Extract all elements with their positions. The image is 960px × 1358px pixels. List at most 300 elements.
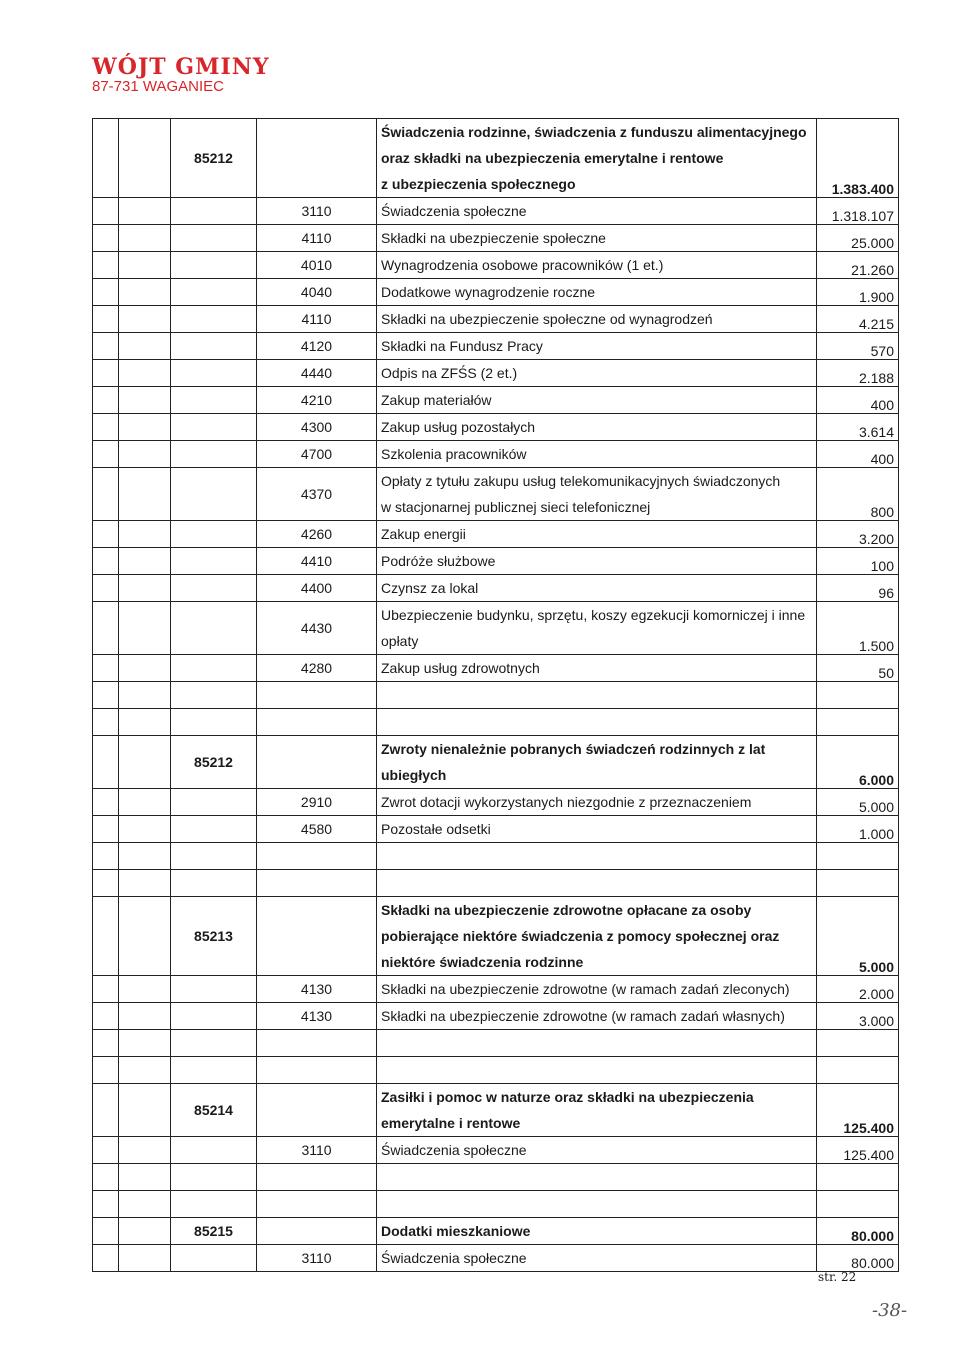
description-cell bbox=[377, 575, 817, 602]
chapter-cell bbox=[171, 252, 257, 279]
division-cell bbox=[93, 1245, 119, 1272]
section-cell bbox=[119, 1245, 171, 1272]
amount-cell bbox=[817, 736, 899, 789]
section-cell bbox=[119, 897, 171, 976]
section-cell bbox=[119, 360, 171, 387]
division-cell bbox=[93, 789, 119, 816]
description-cell bbox=[377, 306, 817, 333]
description-line: Składki na ubezpieczenie społeczne bbox=[381, 230, 606, 246]
description-line bbox=[381, 1057, 812, 1083]
amount-value: 2.000 bbox=[858, 986, 894, 1002]
section-cell bbox=[119, 655, 171, 682]
paragraph-cell: 2910 bbox=[257, 789, 377, 816]
section-cell bbox=[119, 1137, 171, 1164]
description-line: Świadczenia rodzinne, świadczenia z funduszu alimentacyjnego bbox=[381, 124, 807, 140]
paragraph-cell: 4260 bbox=[257, 521, 377, 548]
section-cell bbox=[119, 1191, 171, 1218]
chapter-cell bbox=[171, 414, 257, 441]
description-line bbox=[381, 870, 812, 896]
amount-cell bbox=[817, 521, 899, 548]
chapter-cell bbox=[171, 225, 257, 252]
description-cell bbox=[377, 198, 817, 225]
description-line bbox=[381, 709, 812, 735]
description-line: Świadczenia społeczne bbox=[381, 1142, 527, 1158]
table-row bbox=[93, 602, 899, 655]
amount-value: 25.000 bbox=[851, 235, 894, 251]
division-cell bbox=[93, 736, 119, 789]
description-line: Składki na ubezpieczenie zdrowotne (w ramach zadań zleconych) bbox=[381, 981, 790, 997]
description-cell bbox=[377, 119, 817, 198]
paragraph-cell bbox=[257, 843, 377, 870]
amount-value: 3.000 bbox=[858, 1013, 894, 1029]
division-cell bbox=[93, 1191, 119, 1218]
amount-value: 100 bbox=[870, 558, 894, 574]
division-cell bbox=[93, 1030, 119, 1057]
description-line bbox=[381, 1164, 812, 1190]
section-cell bbox=[119, 870, 171, 897]
paragraph-cell bbox=[257, 1084, 377, 1137]
section-cell bbox=[119, 709, 171, 736]
description-line: Podróże służbowe bbox=[381, 553, 496, 569]
amount-cell bbox=[817, 279, 899, 306]
amount-value: 3.200 bbox=[858, 531, 894, 547]
amount-cell bbox=[817, 1084, 899, 1137]
chapter-cell bbox=[171, 655, 257, 682]
description-line bbox=[381, 1030, 812, 1056]
description-line: Świadczenia społeczne bbox=[381, 1250, 527, 1266]
division-cell bbox=[93, 843, 119, 870]
section-cell bbox=[119, 1003, 171, 1030]
office-stamp bbox=[92, 56, 270, 96]
division-cell bbox=[93, 1218, 119, 1245]
description-cell bbox=[377, 333, 817, 360]
table-row bbox=[93, 414, 899, 441]
description-line: Odpis na ZFŚS (2 et.) bbox=[381, 365, 518, 381]
section-cell bbox=[119, 1057, 171, 1084]
division-cell bbox=[93, 1003, 119, 1030]
amount-value: 6.000 bbox=[858, 772, 894, 788]
amount-cell bbox=[817, 1030, 899, 1057]
amount-cell bbox=[817, 602, 899, 655]
table-row bbox=[93, 548, 899, 575]
division-cell bbox=[93, 333, 119, 360]
chapter-cell bbox=[171, 306, 257, 333]
table-row bbox=[93, 252, 899, 279]
description-cell bbox=[377, 655, 817, 682]
description-line: Składki na Fundusz Pracy bbox=[381, 338, 543, 354]
division-cell bbox=[93, 252, 119, 279]
description-line: Zwroty nienależnie pobranych świadczeń rodzinnych z lat bbox=[381, 741, 766, 757]
amount-cell bbox=[817, 414, 899, 441]
section-header-row bbox=[93, 1218, 899, 1245]
amount-value: 1.383.400 bbox=[831, 181, 894, 197]
amount-cell bbox=[817, 441, 899, 468]
division-cell bbox=[93, 548, 119, 575]
section-cell bbox=[119, 333, 171, 360]
blank-row bbox=[93, 1057, 899, 1084]
division-cell bbox=[93, 870, 119, 897]
table-row bbox=[93, 575, 899, 602]
paragraph-cell: 3110 bbox=[257, 1245, 377, 1272]
amount-cell bbox=[817, 387, 899, 414]
table-row bbox=[93, 387, 899, 414]
amount-cell bbox=[817, 468, 899, 521]
chapter-cell bbox=[171, 1030, 257, 1057]
division-cell bbox=[93, 575, 119, 602]
description-cell bbox=[377, 789, 817, 816]
division-cell bbox=[93, 387, 119, 414]
chapter-cell bbox=[171, 387, 257, 414]
table-row bbox=[93, 976, 899, 1003]
section-header-row bbox=[93, 897, 899, 976]
division-cell bbox=[93, 1164, 119, 1191]
chapter-cell bbox=[171, 1245, 257, 1272]
description-cell bbox=[377, 441, 817, 468]
page-number: str. 22 bbox=[818, 1270, 857, 1284]
division-cell bbox=[93, 441, 119, 468]
chapter-cell bbox=[171, 468, 257, 521]
paragraph-cell: 4700 bbox=[257, 441, 377, 468]
amount-value: 3.614 bbox=[858, 424, 894, 440]
division-cell bbox=[93, 682, 119, 709]
amount-value: 570 bbox=[870, 343, 894, 359]
division-cell bbox=[93, 602, 119, 655]
paragraph-cell: 4110 bbox=[257, 225, 377, 252]
paragraph-cell: 4120 bbox=[257, 333, 377, 360]
description-line: Zwrot dotacji wykorzystanych niezgodnie z przeznaczeniem bbox=[381, 794, 752, 810]
chapter-cell bbox=[171, 441, 257, 468]
blank-row bbox=[93, 1164, 899, 1191]
section-cell bbox=[119, 575, 171, 602]
description-cell bbox=[377, 387, 817, 414]
description-line: opłaty bbox=[381, 633, 419, 649]
description-line bbox=[381, 843, 812, 869]
chapter-cell bbox=[171, 1191, 257, 1218]
amount-cell bbox=[817, 575, 899, 602]
amount-cell bbox=[817, 333, 899, 360]
section-cell bbox=[119, 279, 171, 306]
description-cell bbox=[377, 521, 817, 548]
paragraph-cell: 4440 bbox=[257, 360, 377, 387]
paragraph-cell: 4040 bbox=[257, 279, 377, 306]
amount-value: 125.400 bbox=[843, 1120, 894, 1136]
division-cell bbox=[93, 521, 119, 548]
amount-value: 1.318.107 bbox=[831, 208, 894, 224]
amount-value: 400 bbox=[870, 451, 894, 467]
amount-cell bbox=[817, 1245, 899, 1272]
description-cell bbox=[377, 709, 817, 736]
description-line: Zasiłki i pomoc w naturze oraz składki na ubezpieczenia bbox=[381, 1089, 754, 1105]
table-row bbox=[93, 789, 899, 816]
description-cell bbox=[377, 1164, 817, 1191]
blank-row bbox=[93, 1030, 899, 1057]
description-cell bbox=[377, 1137, 817, 1164]
amount-cell bbox=[817, 1218, 899, 1245]
division-cell bbox=[93, 655, 119, 682]
section-cell bbox=[119, 252, 171, 279]
amount-cell bbox=[817, 897, 899, 976]
division-cell bbox=[93, 816, 119, 843]
blank-row bbox=[93, 843, 899, 870]
description-cell bbox=[377, 225, 817, 252]
section-cell bbox=[119, 521, 171, 548]
chapter-cell bbox=[171, 870, 257, 897]
amount-cell bbox=[817, 548, 899, 575]
chapter-cell bbox=[171, 816, 257, 843]
description-cell bbox=[377, 816, 817, 843]
amount-value: 2.188 bbox=[858, 370, 894, 386]
amount-cell bbox=[817, 1003, 899, 1030]
description-line: Zakup usług zdrowotnych bbox=[381, 660, 540, 676]
amount-value: 80.000 bbox=[851, 1255, 894, 1271]
amount-cell bbox=[817, 360, 899, 387]
amount-value: 800 bbox=[870, 504, 894, 520]
table-row bbox=[93, 198, 899, 225]
division-cell bbox=[93, 709, 119, 736]
section-cell bbox=[119, 468, 171, 521]
amount-value: 125.400 bbox=[843, 1147, 894, 1163]
paragraph-cell: 4130 bbox=[257, 976, 377, 1003]
amount-cell bbox=[817, 225, 899, 252]
chapter-cell bbox=[171, 789, 257, 816]
paragraph-cell: 4400 bbox=[257, 575, 377, 602]
paragraph-cell: 4410 bbox=[257, 548, 377, 575]
description-cell bbox=[377, 360, 817, 387]
amount-cell bbox=[817, 870, 899, 897]
paragraph-cell: 4010 bbox=[257, 252, 377, 279]
amount-cell bbox=[817, 843, 899, 870]
description-cell bbox=[377, 1057, 817, 1084]
division-cell bbox=[93, 468, 119, 521]
budget-table bbox=[92, 118, 899, 1272]
section-cell bbox=[119, 843, 171, 870]
paragraph-cell: 4370 bbox=[257, 468, 377, 521]
section-cell bbox=[119, 306, 171, 333]
description-line: Ubezpieczenie budynku, sprzętu, koszy egzekucji komorniczej i inne bbox=[381, 607, 806, 623]
amount-value: 5.000 bbox=[858, 799, 894, 815]
amount-value: 1.500 bbox=[858, 638, 894, 654]
amount-cell bbox=[817, 306, 899, 333]
chapter-cell: 85212 bbox=[171, 736, 257, 789]
description-line: Składki na ubezpieczenie społeczne od wynagrodzeń bbox=[381, 311, 713, 327]
amount-cell bbox=[817, 709, 899, 736]
paragraph-cell bbox=[257, 1218, 377, 1245]
paragraph-cell bbox=[257, 1164, 377, 1191]
chapter-cell bbox=[171, 976, 257, 1003]
paragraph-cell: 4300 bbox=[257, 414, 377, 441]
paragraph-cell: 3110 bbox=[257, 198, 377, 225]
paragraph-cell bbox=[257, 1030, 377, 1057]
description-cell bbox=[377, 1084, 817, 1137]
amount-value: 80.000 bbox=[851, 1228, 894, 1244]
section-cell bbox=[119, 441, 171, 468]
description-cell bbox=[377, 976, 817, 1003]
amount-value: 1.000 bbox=[858, 826, 894, 842]
description-line: Zakup materiałów bbox=[381, 392, 492, 408]
amount-cell bbox=[817, 816, 899, 843]
chapter-cell: 85212 bbox=[171, 119, 257, 198]
amount-cell bbox=[817, 976, 899, 1003]
handwritten-page-mark: -38- bbox=[872, 1300, 908, 1321]
division-cell bbox=[93, 279, 119, 306]
description-line bbox=[381, 1191, 812, 1217]
description-line: Szkolenia pracowników bbox=[381, 446, 527, 462]
section-cell bbox=[119, 789, 171, 816]
division-cell bbox=[93, 1084, 119, 1137]
description-cell bbox=[377, 468, 817, 521]
paragraph-cell bbox=[257, 1057, 377, 1084]
description-cell bbox=[377, 548, 817, 575]
description-cell bbox=[377, 1003, 817, 1030]
paragraph-cell: 4430 bbox=[257, 602, 377, 655]
paragraph-cell: 4130 bbox=[257, 1003, 377, 1030]
description-cell bbox=[377, 736, 817, 789]
table-row bbox=[93, 306, 899, 333]
description-cell bbox=[377, 414, 817, 441]
section-cell bbox=[119, 119, 171, 198]
amount-cell bbox=[817, 1137, 899, 1164]
description-cell bbox=[377, 843, 817, 870]
table-row bbox=[93, 441, 899, 468]
paragraph-cell bbox=[257, 1191, 377, 1218]
section-header-row bbox=[93, 1084, 899, 1137]
description-line: ubiegłych bbox=[381, 767, 447, 783]
amount-value: 5.000 bbox=[858, 959, 894, 975]
section-cell bbox=[119, 225, 171, 252]
table-row bbox=[93, 1245, 899, 1272]
description-line: emerytalne i rentowe bbox=[381, 1115, 521, 1131]
description-line: Świadczenia społeczne bbox=[381, 203, 527, 219]
paragraph-cell: 3110 bbox=[257, 1137, 377, 1164]
chapter-cell bbox=[171, 548, 257, 575]
description-line: Wynagrodzenia osobowe pracowników (1 et.) bbox=[381, 257, 664, 273]
description-line: Pozostałe odsetki bbox=[381, 821, 491, 837]
section-cell bbox=[119, 736, 171, 789]
chapter-cell bbox=[171, 1057, 257, 1084]
table-row bbox=[93, 521, 899, 548]
table-row bbox=[93, 1137, 899, 1164]
paragraph-cell bbox=[257, 682, 377, 709]
chapter-cell bbox=[171, 843, 257, 870]
description-line: z ubezpieczenia społecznego bbox=[381, 176, 576, 192]
description-line bbox=[381, 682, 812, 708]
paragraph-cell bbox=[257, 897, 377, 976]
description-line: Czynsz za lokal bbox=[381, 580, 479, 596]
chapter-cell bbox=[171, 1137, 257, 1164]
paragraph-cell bbox=[257, 870, 377, 897]
section-cell bbox=[119, 1164, 171, 1191]
table-row bbox=[93, 279, 899, 306]
description-cell bbox=[377, 602, 817, 655]
description-line: Opłaty z tytułu zakupu usług telekomunikacyjnych świadczonych bbox=[381, 473, 781, 489]
division-cell bbox=[93, 306, 119, 333]
table-row bbox=[93, 468, 899, 521]
table-row bbox=[93, 816, 899, 843]
description-line: Dodatkowe wynagrodzenie roczne bbox=[381, 284, 596, 300]
stamp-subtitle: 87-731 WAGANIEC bbox=[92, 78, 224, 95]
description-cell bbox=[377, 897, 817, 976]
amount-cell bbox=[817, 252, 899, 279]
chapter-cell: 85214 bbox=[171, 1084, 257, 1137]
chapter-cell bbox=[171, 709, 257, 736]
chapter-cell bbox=[171, 521, 257, 548]
description-line: pobierające niektóre świadczenia z pomocy społecznej oraz bbox=[381, 928, 780, 944]
paragraph-cell: 4580 bbox=[257, 816, 377, 843]
amount-cell bbox=[817, 1191, 899, 1218]
blank-row bbox=[93, 1191, 899, 1218]
blank-row bbox=[93, 870, 899, 897]
division-cell bbox=[93, 119, 119, 198]
section-cell bbox=[119, 548, 171, 575]
paragraph-cell bbox=[257, 119, 377, 198]
description-line: w stacjonarnej publicznej sieci telefonicznej bbox=[381, 499, 651, 515]
paragraph-cell bbox=[257, 709, 377, 736]
table-row bbox=[93, 225, 899, 252]
amount-value: 50 bbox=[878, 665, 894, 681]
amount-cell bbox=[817, 198, 899, 225]
description-line: Dodatki mieszkaniowe bbox=[381, 1223, 531, 1239]
description-line: Zakup usług pozostałych bbox=[381, 419, 536, 435]
division-cell bbox=[93, 414, 119, 441]
division-cell bbox=[93, 198, 119, 225]
blank-row bbox=[93, 682, 899, 709]
amount-cell bbox=[817, 682, 899, 709]
chapter-cell bbox=[171, 682, 257, 709]
chapter-cell bbox=[171, 333, 257, 360]
amount-cell bbox=[817, 1057, 899, 1084]
section-cell bbox=[119, 1030, 171, 1057]
paragraph-cell: 4210 bbox=[257, 387, 377, 414]
description-line: oraz składki na ubezpieczenia emerytalne i rentowe bbox=[381, 150, 724, 166]
description-line: Zakup energii bbox=[381, 526, 466, 542]
stamp-title: WÓJT GMINY bbox=[92, 54, 270, 80]
section-cell bbox=[119, 976, 171, 1003]
description-cell bbox=[377, 1030, 817, 1057]
chapter-cell bbox=[171, 198, 257, 225]
chapter-cell bbox=[171, 602, 257, 655]
section-cell bbox=[119, 1084, 171, 1137]
amount-cell bbox=[817, 789, 899, 816]
division-cell bbox=[93, 1137, 119, 1164]
description-cell bbox=[377, 252, 817, 279]
amount-value: 96 bbox=[878, 585, 894, 601]
amount-value: 21.260 bbox=[851, 262, 894, 278]
description-cell bbox=[377, 1218, 817, 1245]
section-cell bbox=[119, 602, 171, 655]
division-cell bbox=[93, 225, 119, 252]
paragraph-cell: 4110 bbox=[257, 306, 377, 333]
chapter-cell bbox=[171, 360, 257, 387]
description-line: Składki na ubezpieczenie zdrowotne opłacane za osoby bbox=[381, 902, 752, 918]
section-header-row bbox=[93, 736, 899, 789]
description-cell bbox=[377, 870, 817, 897]
budget-table-body bbox=[93, 119, 899, 1272]
division-cell bbox=[93, 897, 119, 976]
description-cell bbox=[377, 279, 817, 306]
table-row bbox=[93, 1003, 899, 1030]
table-row bbox=[93, 360, 899, 387]
section-cell bbox=[119, 816, 171, 843]
section-cell bbox=[119, 387, 171, 414]
amount-cell bbox=[817, 1164, 899, 1191]
amount-value: 1.900 bbox=[858, 289, 894, 305]
section-cell bbox=[119, 682, 171, 709]
section-cell bbox=[119, 414, 171, 441]
section-header-row bbox=[93, 119, 899, 198]
table-row bbox=[93, 333, 899, 360]
description-line: niektóre świadczenia rodzinne bbox=[381, 954, 584, 970]
description-line: Składki na ubezpieczenie zdrowotne (w ramach zadań własnych) bbox=[381, 1008, 785, 1024]
